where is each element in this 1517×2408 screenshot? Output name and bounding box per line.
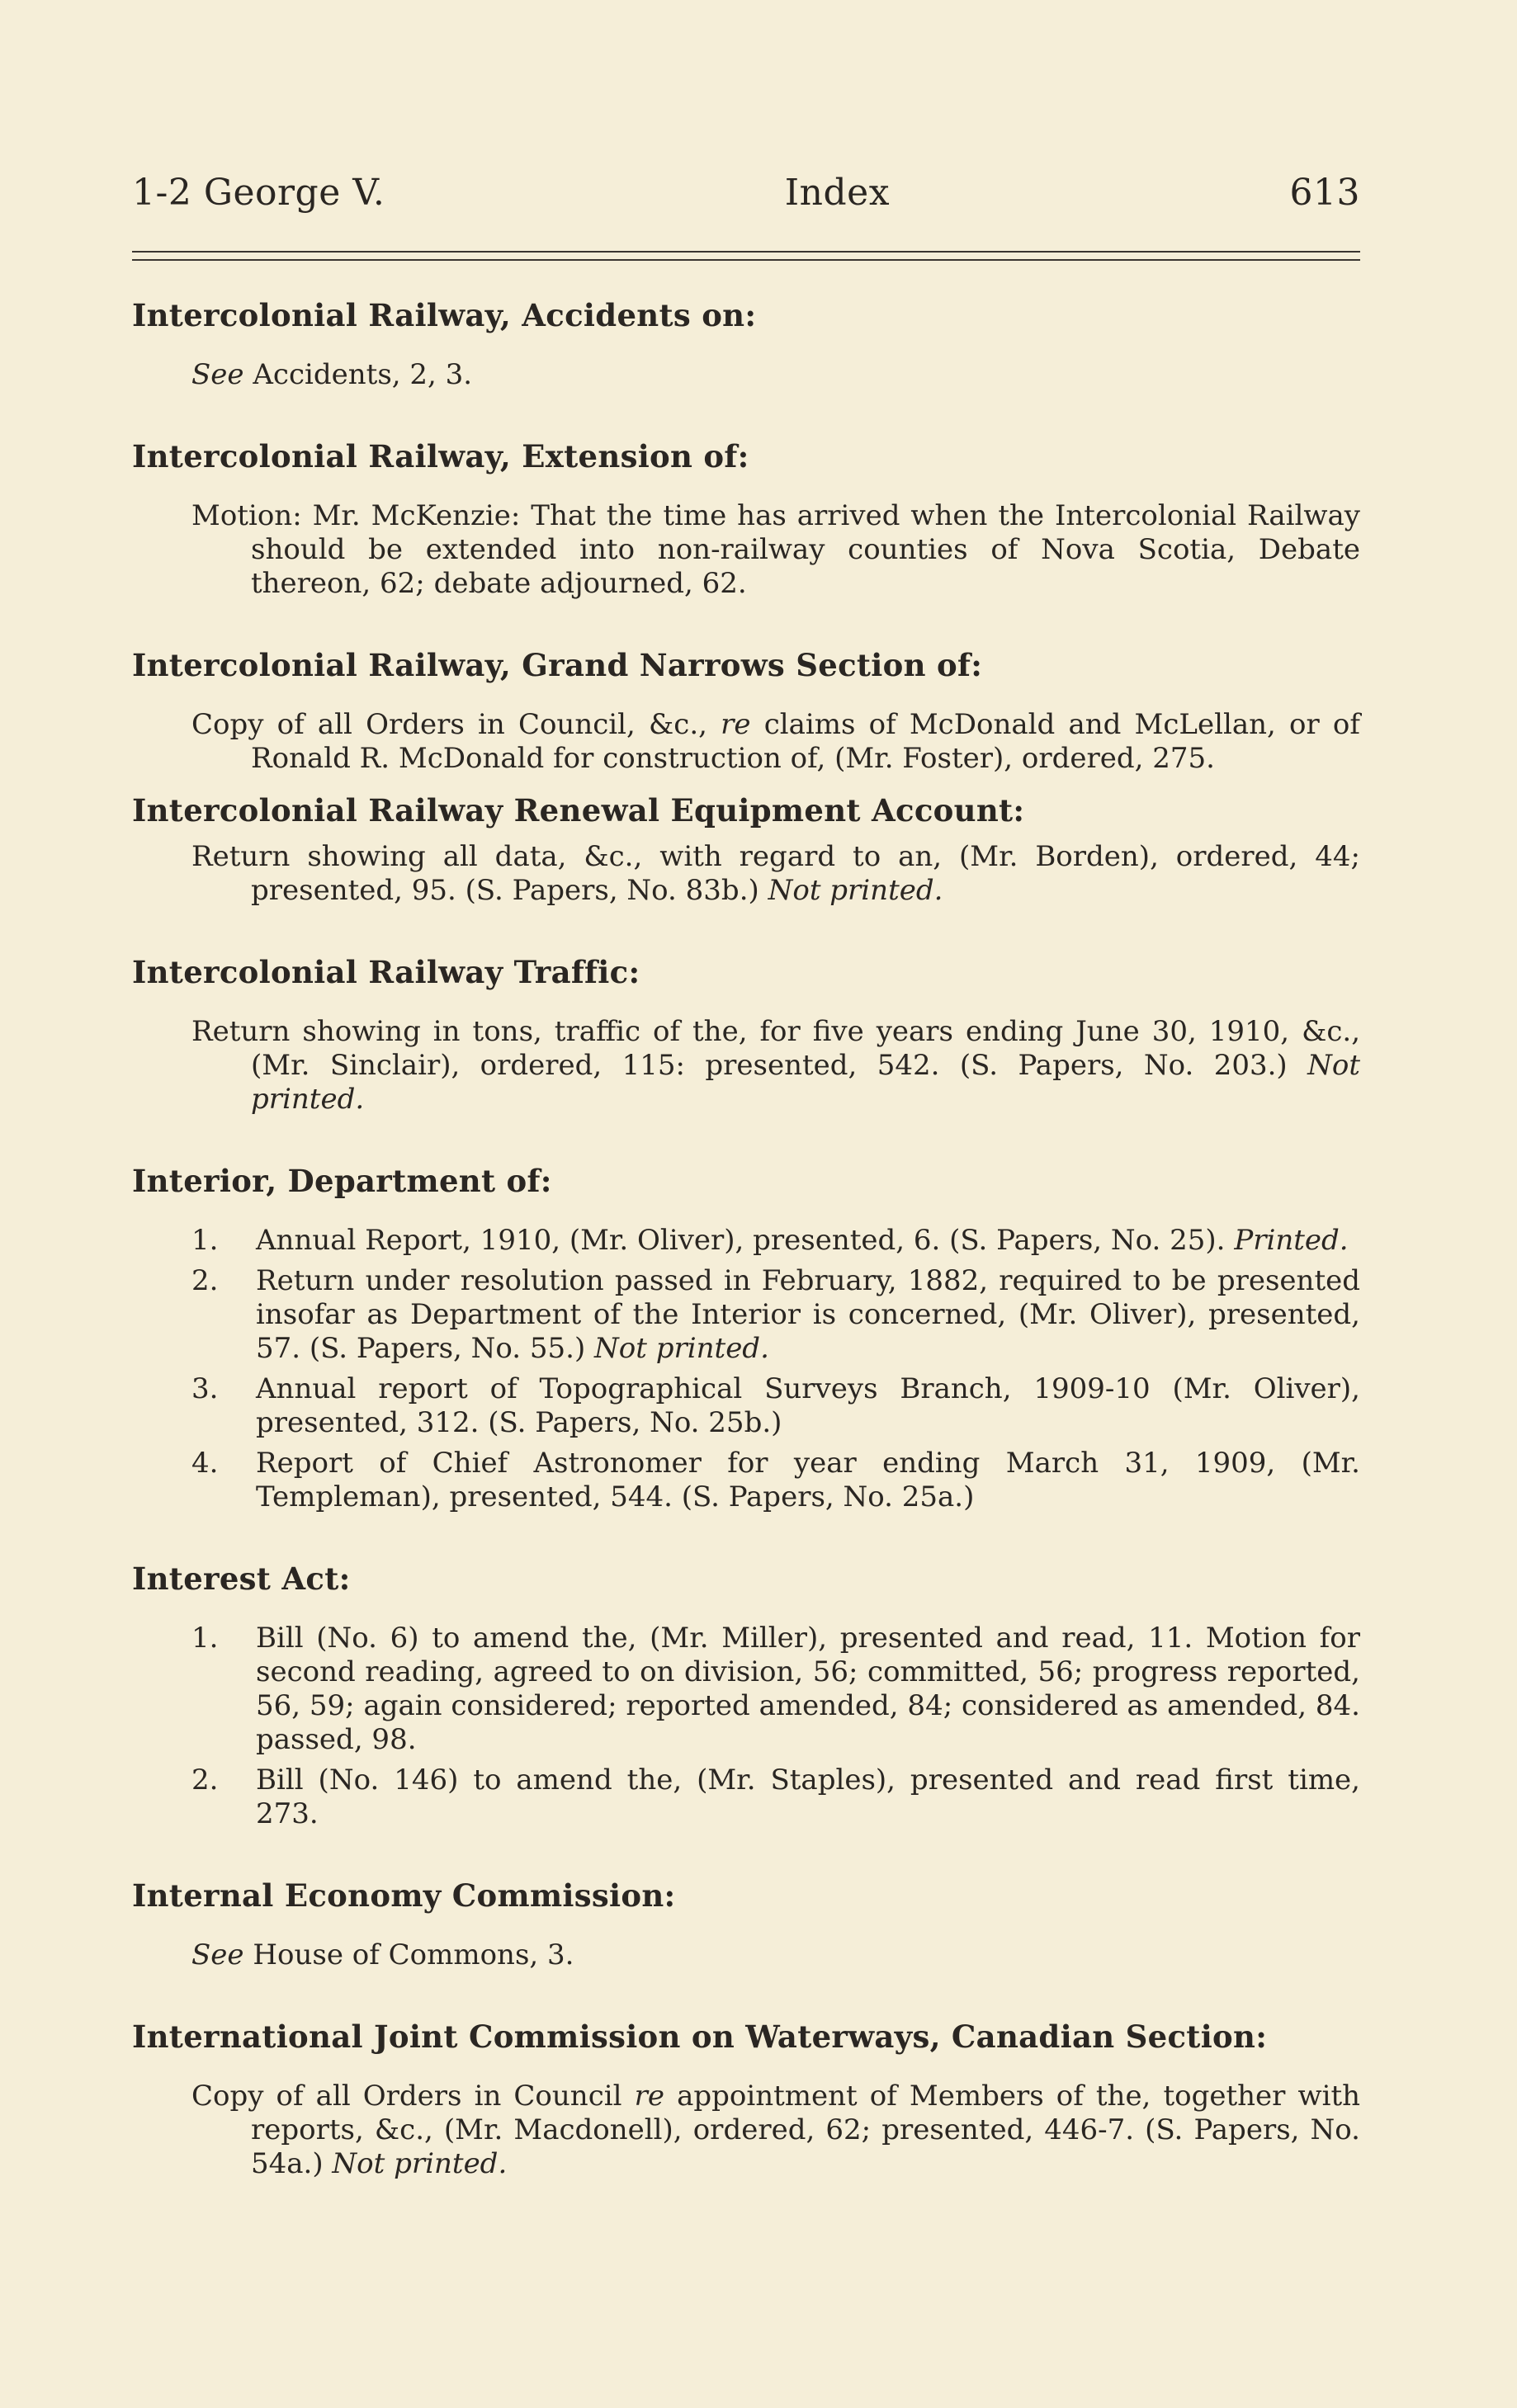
item-text: Annual report of Topographical Surveys Branch, 1909-10 (Mr. Oliver), presented, 312. (S. Papers, No. 25b.) [256,1372,1360,1439]
item-number: 1. [191,1622,219,1655]
print-note: Not printed. [768,874,943,907]
item-number: 3. [191,1372,219,1405]
entry-text [191,840,1360,908]
entry-text [191,1938,1360,1972]
list-item [132,1764,1360,1831]
running-head [132,172,1360,214]
index-entries [132,297,1360,2227]
item-text: Annual Report, 1910, (Mr. Oliver), presented, 6. (S. Papers, No. 25). [256,1224,1226,1257]
entry-body: Copy of all Orders in Council, &c., [191,708,707,741]
page-number: 613 [1289,172,1360,214]
entry-body: Motion: Mr. McKenzie: That the time has arrived when the Intercolonial Railway should be extended into non-railway counties of Nova Scotia, Debate thereon, 62; debate adjourned, 62. [191,499,1360,600]
list-item [132,1372,1360,1440]
entry-text [191,358,1360,392]
item-text: Return under resolution passed in February, 1882, required to be presented insofar as Department of the Interior is concerned, (Mr. Oliver), presented, 57. (S. Papers, No. 55.) [256,1264,1360,1365]
item-number: 2. [191,1764,219,1797]
entry-body: claims of McDonald and McLellan, or of Ronald R. McDonald for construction of, (Mr. Foster), ordered, 275. [251,708,1360,775]
list-item [132,1224,1360,1258]
entry-heading: Intercolonial Railway, Accidents on: [132,297,757,333]
re-word: re [721,708,751,741]
entry-heading: Intercolonial Railway Renewal Equipment Account: [132,792,1025,829]
entry-heading: Intercolonial Railway Traffic: [132,954,640,990]
print-note: Printed. [1234,1224,1349,1257]
entry-heading: Intercolonial Railway, Grand Narrows Section of: [132,647,983,683]
list-item [132,1447,1360,1514]
entry-reference: Accidents, 2, 3. [253,358,473,391]
list-item [132,1264,1360,1366]
list-item [132,1622,1360,1757]
entry-text [191,708,1360,776]
entry-body: Copy of all Orders in Council [191,2080,622,2113]
print-note: Not printed. [594,1332,769,1365]
item-number: 2. [191,1264,219,1297]
entry-heading: Interest Act: [132,1560,351,1597]
re-word: re [634,2080,664,2113]
item-text: Bill (No. 6) to amend the, (Mr. Miller), presented and read, 11. Motion for second reading, agreed to on division, 56; committed, 56; progress reported, 56, 59; again considered; reported amended, 84; considered as amended, 84. passed, 98. [256,1622,1360,1756]
entry-heading: International Joint Commission on Waterways, Canadian Section: [132,2018,1268,2055]
regnal-year: 1-2 George V. [132,172,385,214]
entry-heading: Interior, Department of: [132,1163,552,1199]
print-note: Not printed. [332,2147,508,2180]
entry-reference: House of Commons, 3. [253,1938,574,1971]
entry-list [132,1224,1360,1514]
entry-heading: Internal Economy Commission: [132,1877,676,1914]
section-title: Index [784,172,891,214]
entry-body: Return showing in tons, traffic of the, for five years ending June 30, 1910, &c., (Mr. Sinclair), ordered, 115: presented, 542. (S. Papers, No. 203.) [191,1015,1360,1082]
entry-text [191,2080,1360,2181]
print-note: Not printed. [251,1049,1360,1116]
entry-body: appointment of Members of the, together with reports, &c., (Mr. Macdonell), ordered, 62; presented, 446-7. (S. Papers, No. 54a.) [251,2080,1361,2180]
entry-list [132,1622,1360,1831]
item-number: 4. [191,1447,219,1480]
entry-body: Return showing all data, &c., with regard to an, (Mr. Borden), ordered, 44; presented, 95. (S. Papers, No. 83b.) [191,840,1360,907]
item-number: 1. [191,1224,219,1257]
entry-text [191,499,1360,601]
see-word: See [191,358,244,391]
item-text: Bill (No. 146) to amend the, (Mr. Staples), presented and read first time, 273. [256,1764,1360,1830]
header-rule [132,251,1360,261]
entry-heading: Intercolonial Railway, Extension of: [132,438,749,475]
see-word: See [191,1938,244,1971]
entry-text [191,1015,1360,1117]
item-text: Report of Chief Astronomer for year ending March 31, 1909, (Mr. Templeman), presented, 544. (S. Papers, No. 25a.) [256,1447,1360,1513]
